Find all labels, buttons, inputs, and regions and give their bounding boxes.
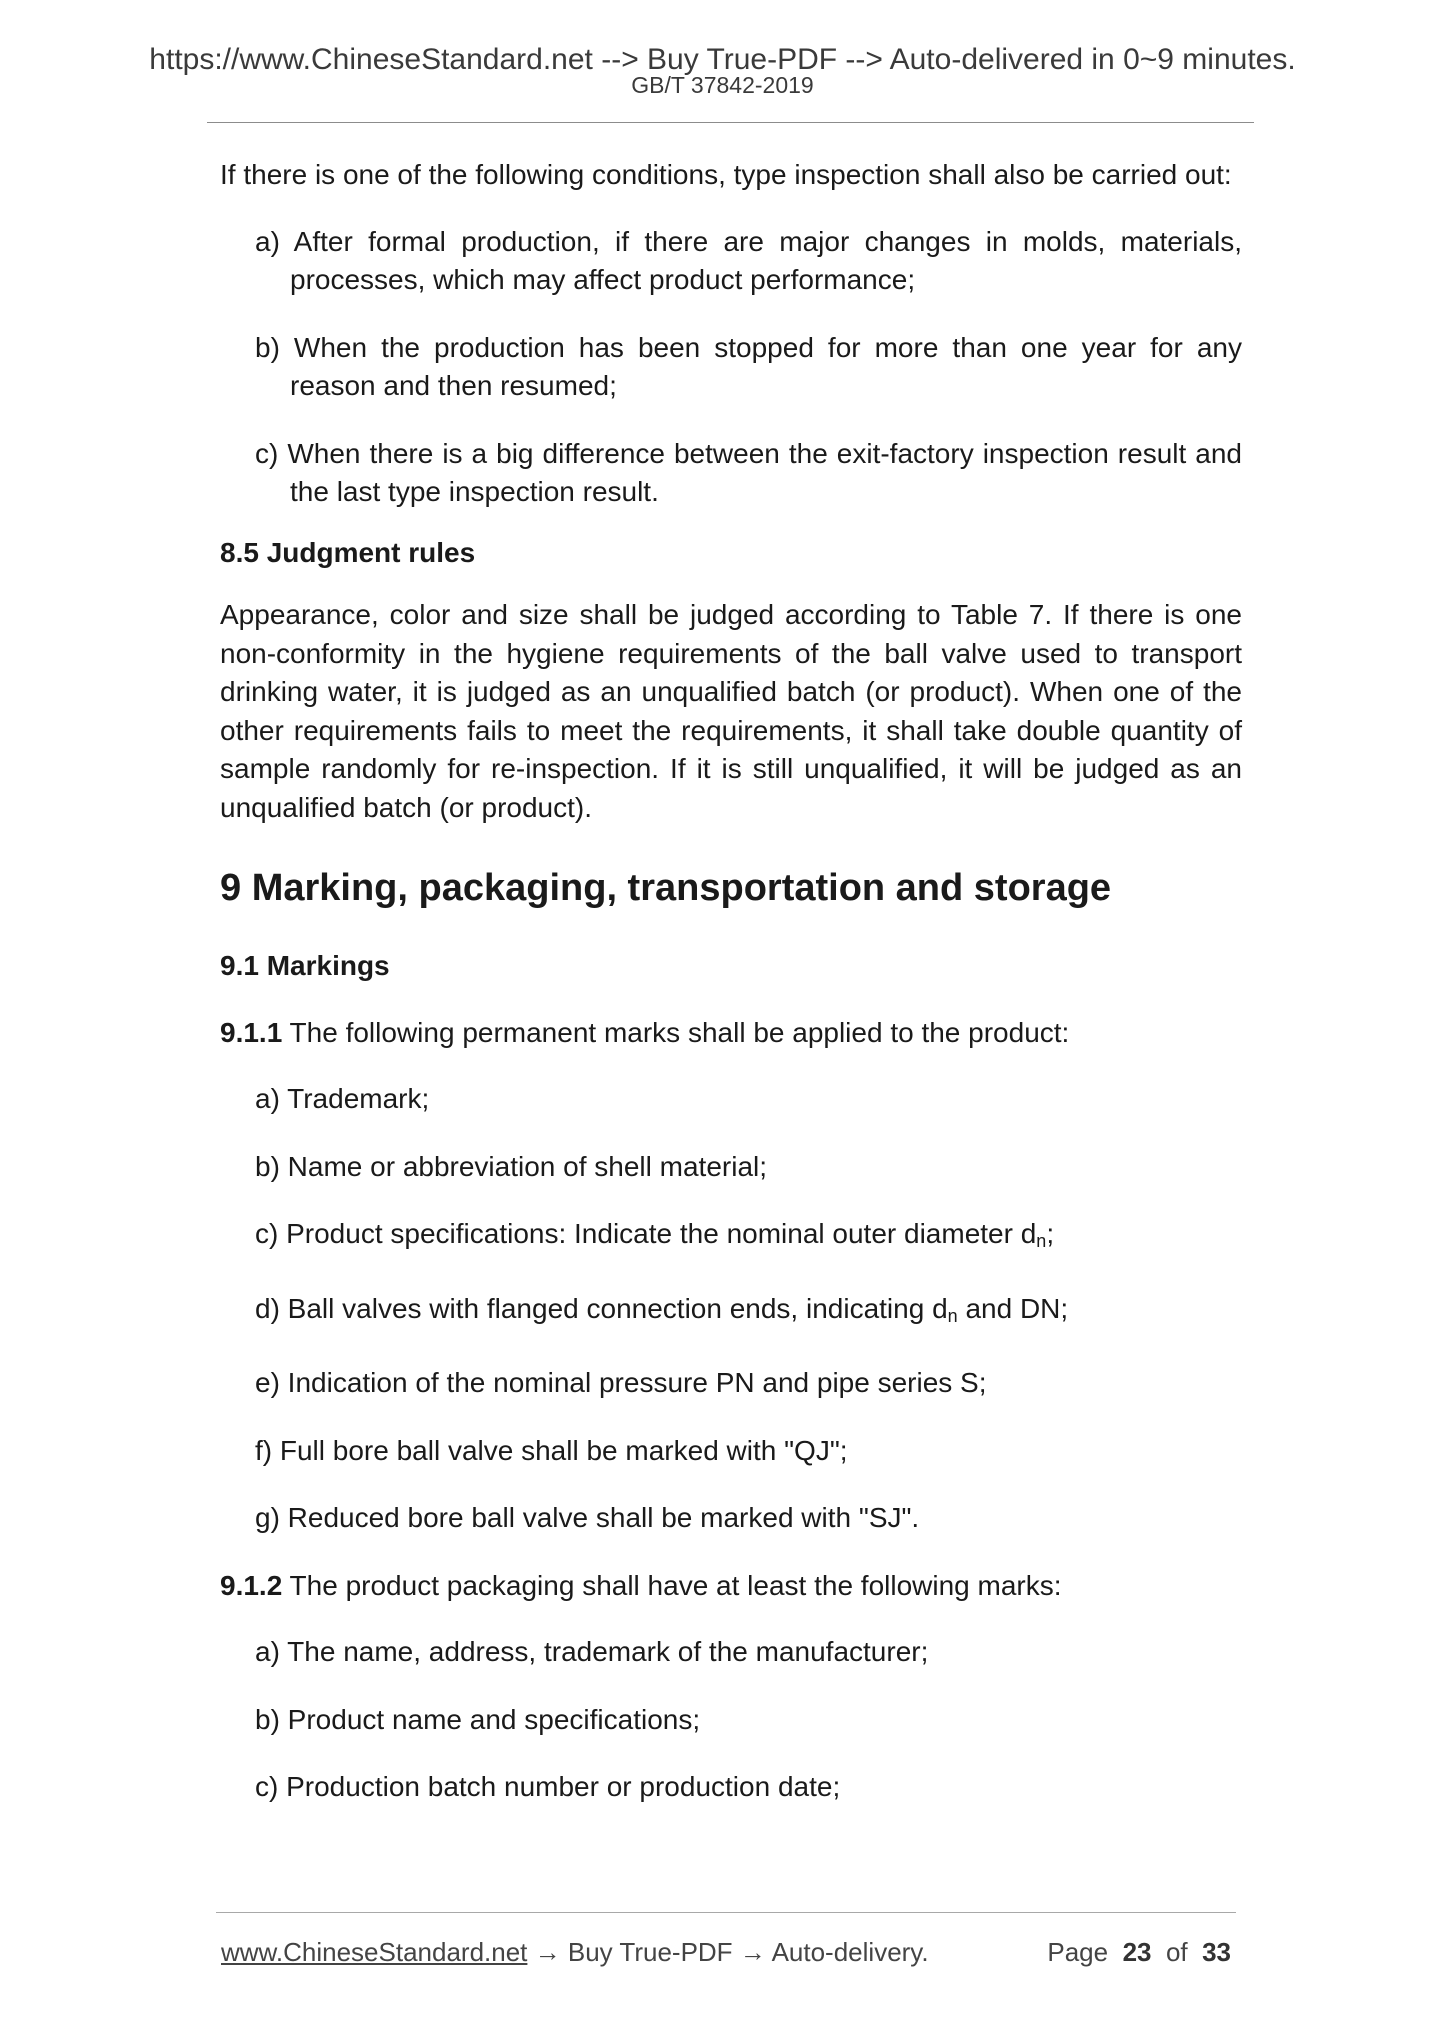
mark-g: g) Reduced bore ball valve shall be marked with "SJ". <box>255 1502 920 1533</box>
header-banner: https://www.ChineseStandard.net --> Buy True-PDF --> Auto-delivered in 0~9 minutes. <box>149 43 1296 76</box>
document-body <box>220 156 1242 1836</box>
mark-e: e) Indication of the nominal pressure PN and pipe series S; <box>255 1367 987 1398</box>
packaging-mark-a: a) The name, address, trademark of the manufacturer; <box>255 1636 929 1667</box>
mark-b: b) Name or abbreviation of shell material; <box>255 1150 768 1182</box>
mark-c-text: c) Product specifications: Indicate the nominal outer diameter d <box>255 1218 1037 1249</box>
mark-a: a) Trademark; <box>255 1083 430 1114</box>
clause-9-1-1 <box>220 1014 1242 1053</box>
clause-9-1-1-number: 9.1.1 <box>220 1016 283 1048</box>
clause-9-1-2-number: 9.1.2 <box>220 1569 283 1601</box>
condition-c: c) When there is a big difference between the exit-factory inspection result and the last type inspection result. <box>255 437 1242 507</box>
footer-left <box>221 1937 929 1967</box>
intro-paragraph: If there is one of the following conditions, type inspection shall also be carried out: <box>220 159 1232 190</box>
of-word: of <box>1165 1937 1188 1967</box>
header-divider <box>207 122 1254 123</box>
chapter-9-heading: 9 Marking, packaging, transportation and storage <box>220 867 1112 909</box>
mark-d-text: d) Ball valves with flanged connection ends, indicating d <box>255 1292 948 1324</box>
mark-d-suffix: and DN; <box>957 1292 1069 1324</box>
footer-tagline: → Buy True-PDF → Auto-delivery. <box>527 1937 929 1967</box>
footer-divider <box>216 1912 1236 1913</box>
packaging-mark-c: c) Production batch number or production date; <box>255 1771 841 1802</box>
page-indicator <box>1047 1937 1231 1967</box>
page-number: 23 <box>1122 1937 1152 1967</box>
footer-site-link[interactable]: www.ChineseStandard.net <box>221 1937 528 1967</box>
packaging-mark-b: b) Product name and specifications; <box>255 1703 701 1735</box>
clause-9-1-1-text: The following permanent marks shall be applied to the product: <box>282 1016 1070 1048</box>
mark-c-suffix: ; <box>1046 1218 1055 1249</box>
mark-d <box>255 1290 1242 1336</box>
total-pages: 33 <box>1202 1937 1231 1967</box>
mark-c-subscript: n <box>1036 1231 1047 1251</box>
mark-c <box>255 1215 1242 1261</box>
section-8-5-heading: 8.5 Judgment rules <box>220 536 476 568</box>
page-word: Page <box>1047 1937 1109 1967</box>
condition-b: b) When the production has been stopped for more than one year for any reason and then resumed; <box>255 331 1242 401</box>
clause-9-1-2-text: The product packaging shall have at least the following marks: <box>282 1569 1062 1601</box>
mark-f: f) Full bore ball valve shall be marked with "QJ"; <box>255 1434 848 1466</box>
clause-9-1-2 <box>220 1567 1242 1606</box>
standard-number: GB/T 37842-2019 <box>631 72 814 98</box>
condition-a: a) After formal production, if there are major changes in molds, materials, processes, which may affect product performance; <box>255 225 1242 295</box>
section-8-5-paragraph: Appearance, color and size shall be judged according to Table 7. If there is one non-conformity in the hygiene requirements of the ball valve used to transport drinking water, it is judged as an unqualified batch (or product). When one of the other requirements fails to meet the requirements, it shall take double quantity of sample randomly for re-inspection. If it is still unqualified, it will be judged as an unqualified batch (or product). <box>220 599 1242 823</box>
mark-d-subscript: n <box>947 1305 958 1326</box>
section-9-1-heading: 9.1 Markings <box>220 950 390 981</box>
